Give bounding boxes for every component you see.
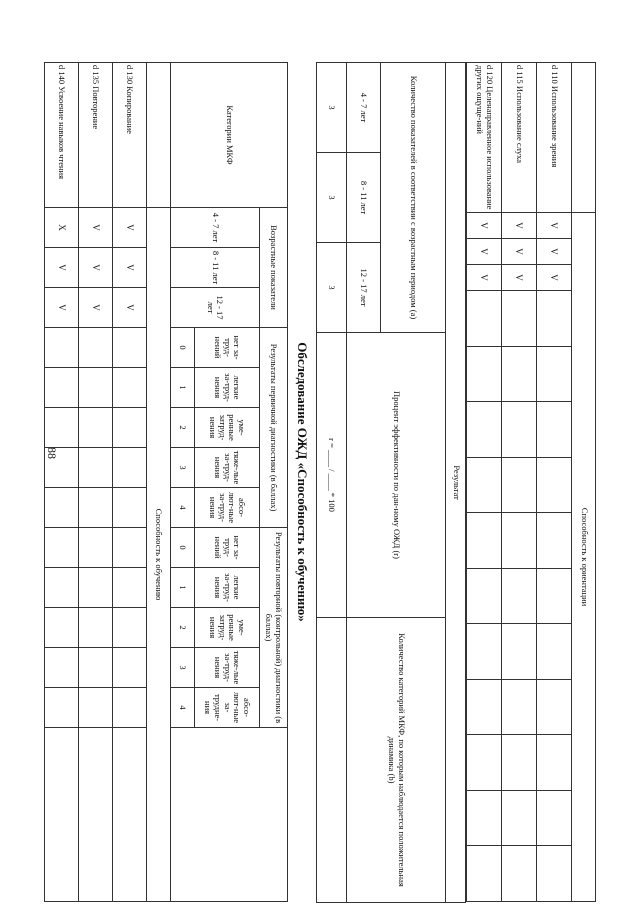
age-8-11: 8 - 11 лет [170,248,259,288]
row-label: d 140 Усвоение навыков чтения [45,63,79,208]
result-table [316,62,466,903]
formula: r = ____ / ____ * 100 [317,333,347,618]
table-row [502,63,537,902]
col-r-header: Процент эффективности по дан-ному ОЖД (r) [347,333,446,618]
mark: V [537,213,572,239]
row-label: d 110 Использование зрения [537,63,572,213]
mark: V [502,213,537,239]
row-label: d 135 Повторение [78,63,112,208]
mark: V [78,248,112,288]
page-title: Обследование ОЖД «Способность к обучению» [295,342,310,622]
section-row [572,63,596,902]
row-label: d 115 Использование слуха [502,63,537,213]
result-header: Результат [446,63,466,903]
score: 1 [170,568,194,608]
level-header: нет за-труд-нений [194,528,259,568]
level-header: легкие за-труд-нения [194,568,259,608]
orientation-table [466,62,596,902]
level-header: уме-ренные затруд-нения [194,608,259,648]
page-number: 88 [45,447,59,459]
age-12-17: 12 - 17 лет [170,288,259,328]
mark: V [112,208,146,248]
score: 3 [170,648,194,688]
rotated-content [44,62,596,902]
row-label: d 130 Копирование [112,63,146,208]
col-repeat: Результаты повторной (контрольной) диагностики (в баллах) [259,528,287,728]
col-b-header: Количество категорий МКФ, по которым наблюдается положительная динамика (b) [347,618,446,903]
score: 2 [170,608,194,648]
level-header: нет за-труд-нений [194,328,259,368]
table-row [45,63,79,902]
age-4-7: 4 - 7 лет [347,63,381,153]
score: 0 [170,328,194,368]
mark: V [502,239,537,265]
section-orientation: Способность к ориентации [572,213,596,902]
level-header: легкие за-труд-нения [194,368,259,408]
score: 0 [170,528,194,568]
level-header: тяже-лые за-труд-нения [194,448,259,488]
age-8-11: 8 - 11 лет [347,153,381,243]
mark: V [467,213,502,239]
age-4-7: 4 - 7 лет [170,208,259,248]
section-learning: Способность к обучению [146,208,170,902]
level-header: абсо-лют-ные за-труд-нения [194,488,259,528]
table-row [537,63,572,902]
mark: V [537,265,572,291]
table-row [112,63,146,902]
mark: V [467,239,502,265]
mark: V [502,265,537,291]
mark: V [112,288,146,328]
mark: X [45,208,79,248]
mark: V [78,208,112,248]
col-a-header: Количество показателей в соответствии с возрастным периодом (a) [381,63,446,333]
score: 3 [170,448,194,488]
age-12-17: 12 - 17 лет [347,243,381,333]
mark: V [112,248,146,288]
learning-table [44,62,288,902]
level-header: тяже-лые за-труд-нения [194,648,259,688]
col-age: Возрастные показатели [259,208,287,328]
level-header: абсо-лют-ные за-трудне-ния [194,688,259,728]
table-row [78,63,112,902]
count-value: 3 [317,243,347,333]
row-label: d 120 Целенаправленное использование других ощуще-ний [467,63,502,213]
mark: V [467,265,502,291]
level-header: уме-ренные затруд-нения [194,408,259,448]
score: 1 [170,368,194,408]
score: 2 [170,408,194,448]
mark: V [537,239,572,265]
mark: V [45,288,79,328]
col-category: Категории МКФ [170,63,287,208]
count-value: 3 [317,153,347,243]
score: 4 [170,688,194,728]
col-primary: Результаты первичной диагностики (в баллах) [259,328,287,528]
count-value: 3 [317,63,347,153]
table-row [467,63,502,902]
score: 4 [170,488,194,528]
mark: V [45,248,79,288]
mark: V [78,288,112,328]
